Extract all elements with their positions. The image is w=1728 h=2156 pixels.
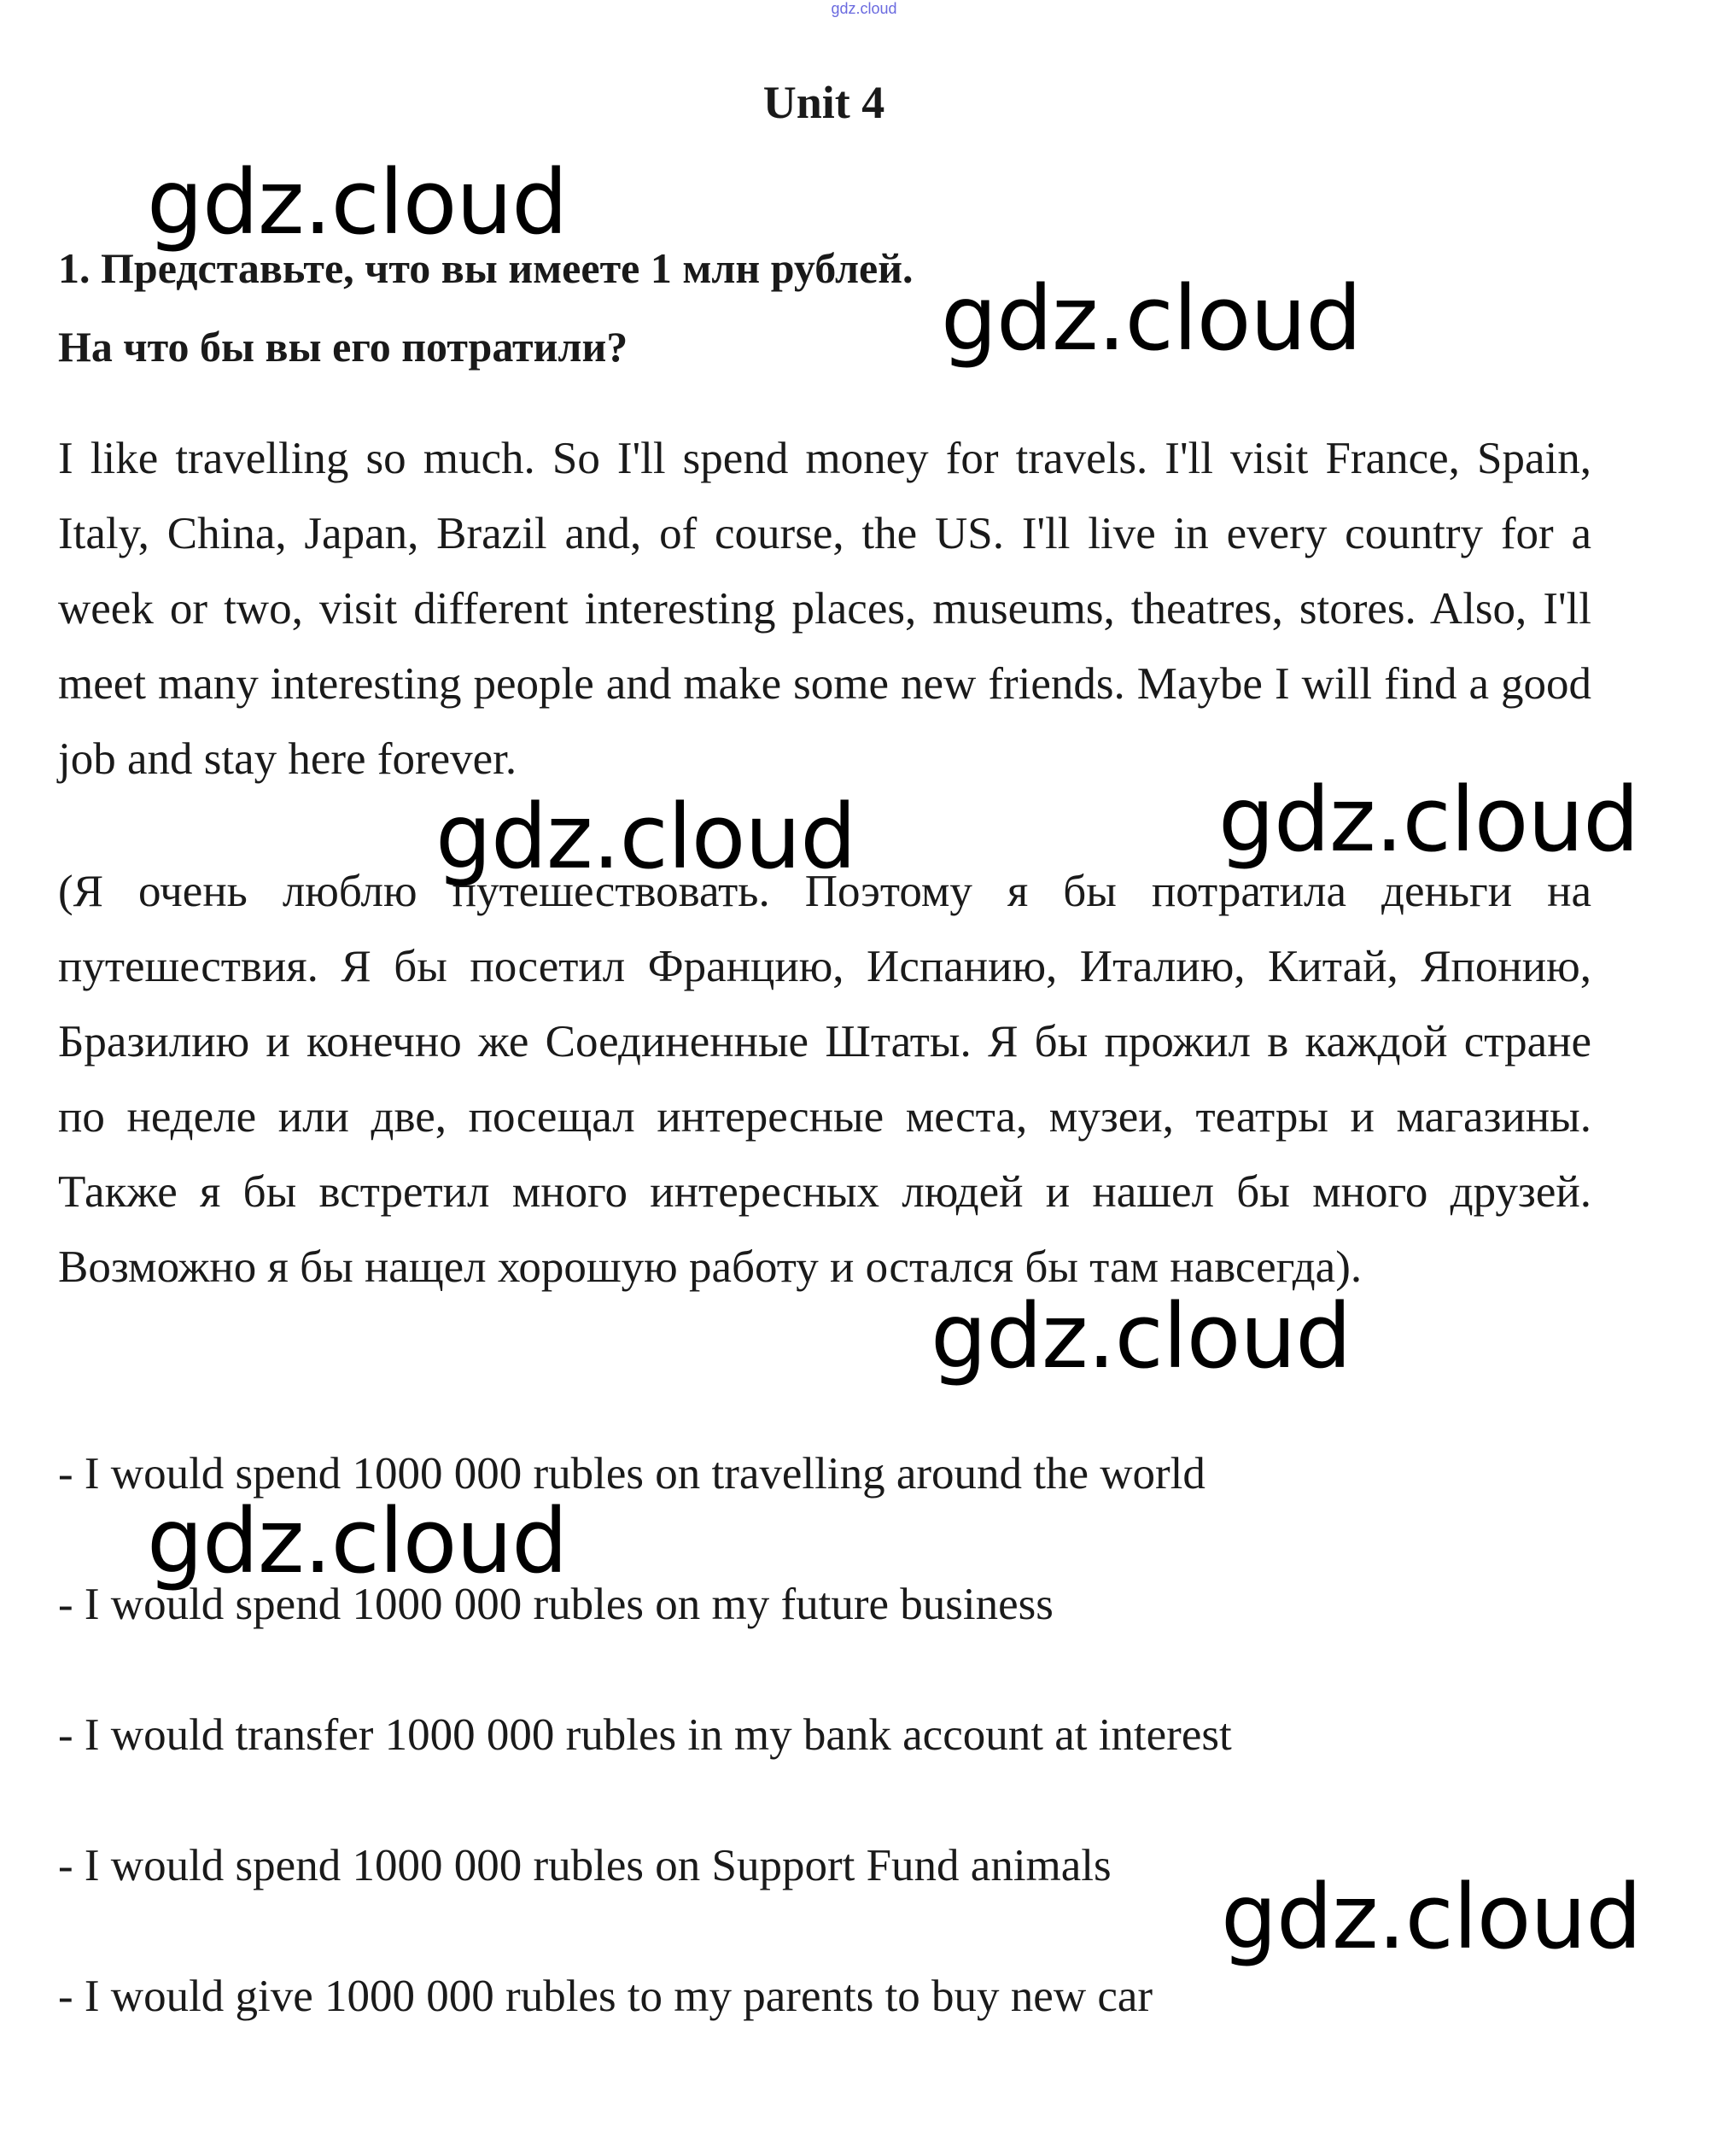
option-item: - I would spend 1000 000 rubles on Support Fund animals xyxy=(58,1841,1112,1890)
watermark: gdz.cloud xyxy=(1218,768,1639,872)
option-item: - I would transfer 1000 000 rubles in my bank account at interest xyxy=(58,1710,1232,1760)
option-item: - I would spend 1000 000 rubles on travelling around the world xyxy=(58,1449,1206,1499)
russian-paragraph: (Я очень люблю путешествовать. Поэтому я бы потратила деньги на путешествия. Я бы посетил Францию, Испанию, Италию, Китай, Японию, Бразилию и конечно же Соединенные Штаты. Я бы прожил в каждой стране по неделе или две, посещал интересные места, музеи, театры и магазины. Также я бы встретил много интересных людей и нашел бы много друзей. Возможно я бы нащел хорошую работу и остался бы там навсегда). xyxy=(58,867,1591,1292)
english-paragraph: I like travelling so much. So I'll spend money for travels. I'll visit France, Spain, Italy, China, Japan, Brazil and, of course, the US. I'll live in every country for a week or two, visit different interesting places, museums, theatres, stores. Also, I'll meet many interesting people and make some new friends. Maybe I will find a good job and stay here forever. xyxy=(58,434,1591,784)
task-heading-line-1: 1. Представьте, что вы имеете 1 млн рублей. xyxy=(58,244,914,292)
watermark: gdz.cloud xyxy=(941,266,1362,371)
watermark: gdz.cloud xyxy=(147,1489,568,1593)
watermark: gdz.cloud xyxy=(435,785,856,889)
watermark: gdz.cloud xyxy=(147,150,568,254)
option-item: - I would give 1000 000 rubles to my parents to buy new car xyxy=(58,1972,1153,2021)
unit-title: Unit 4 xyxy=(762,77,885,128)
watermark: gdz.cloud xyxy=(931,1284,1351,1388)
site-mark: gdz.cloud xyxy=(831,0,897,17)
option-item: - I would spend 1000 000 rubles on my future business xyxy=(58,1580,1054,1629)
task-heading-line-2: На что бы вы его потратили? xyxy=(58,323,628,371)
watermark: gdz.cloud xyxy=(1221,1865,1642,1969)
